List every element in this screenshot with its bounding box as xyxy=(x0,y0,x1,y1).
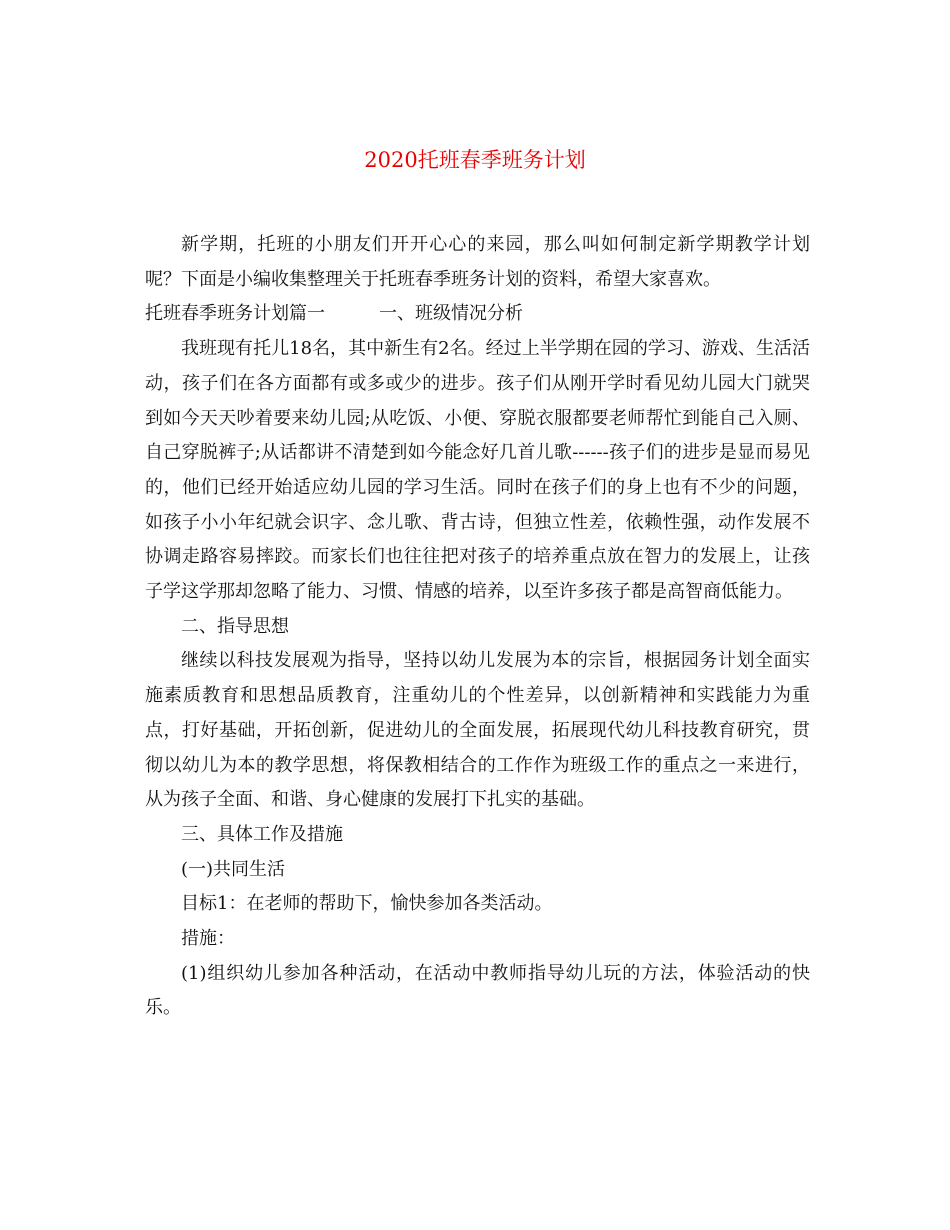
goal-1-line: 目标1：在老师的帮助下，愉快参加各类活动。 xyxy=(181,893,553,915)
intro-paragraph: 新学期，托班的小朋友们开开心心的来园，那么叫如何制定新学期教学计划呢？下面是小编收集整理关于托班春季班务计划的资料，希望大家喜欢。 xyxy=(145,234,810,290)
measure-1-paragraph: (1)组织幼儿参加各种活动，在活动中教师指导幼儿玩的方法，体验活动的快乐。 xyxy=(145,962,810,1019)
document-body xyxy=(145,228,810,1026)
section-heading-specific-work: 三、具体工作及措施 xyxy=(181,823,343,845)
section-heading-guiding-ideology: 二、指导思想 xyxy=(181,615,289,637)
class-analysis-paragraph: 我班现有托儿18名，其中新生有2名。经过上半学期在园的学习、游戏、生活活动，孩子们在各方面都有或多或少的进步。孩子们从刚开学时看见幼儿园大门就哭到如今天天吵着要来幼儿园;从吃饭、小便、穿脱衣服都要老师帮忙到能自己入厕、自己穿脱裤子;从话都讲不清楚到如今能念好几首儿歌------孩子们的进步是显而易见的，他们已经开始适应幼儿园的学习生活。同时在孩子们的身上也有不少的问题，如孩子小小年纪就会识字、念儿歌、背古诗，但独立性差，依赖性强，动作发展不协调走路容易摔跤。而家长们也往往把对孩子的培养重点放在智力的发展上，让孩子学这学那却忽略了能力、习惯、情感的培养，以至许多孩子都是高智商低能力。 xyxy=(145,338,810,603)
measures-label: 措施： xyxy=(181,928,235,950)
document-title: 2020托班春季班务计划 xyxy=(364,148,586,172)
guiding-ideology-paragraph: 继续以科技发展观为指导，坚持以幼儿发展为本的宗旨，根据园务计划全面实施素质教育和思想品质教育，注重幼儿的个性差异，以创新精神和实践能力为重点，打好基础，开拓创新，促进幼儿的全面发展，拓展现代幼儿科技教育研究，贯彻以幼儿为本的教学思想，将保教相结合的工作作为班级工作的重点之一来进行，从为孩子全面、和谐、身心健康的发展打下扎实的基础。 xyxy=(145,650,810,811)
section-heading-line: 托班春季班务计划篇一 一、班级情况分析 xyxy=(145,303,523,325)
subsection-heading-common-life: (一)共同生活 xyxy=(181,858,286,880)
